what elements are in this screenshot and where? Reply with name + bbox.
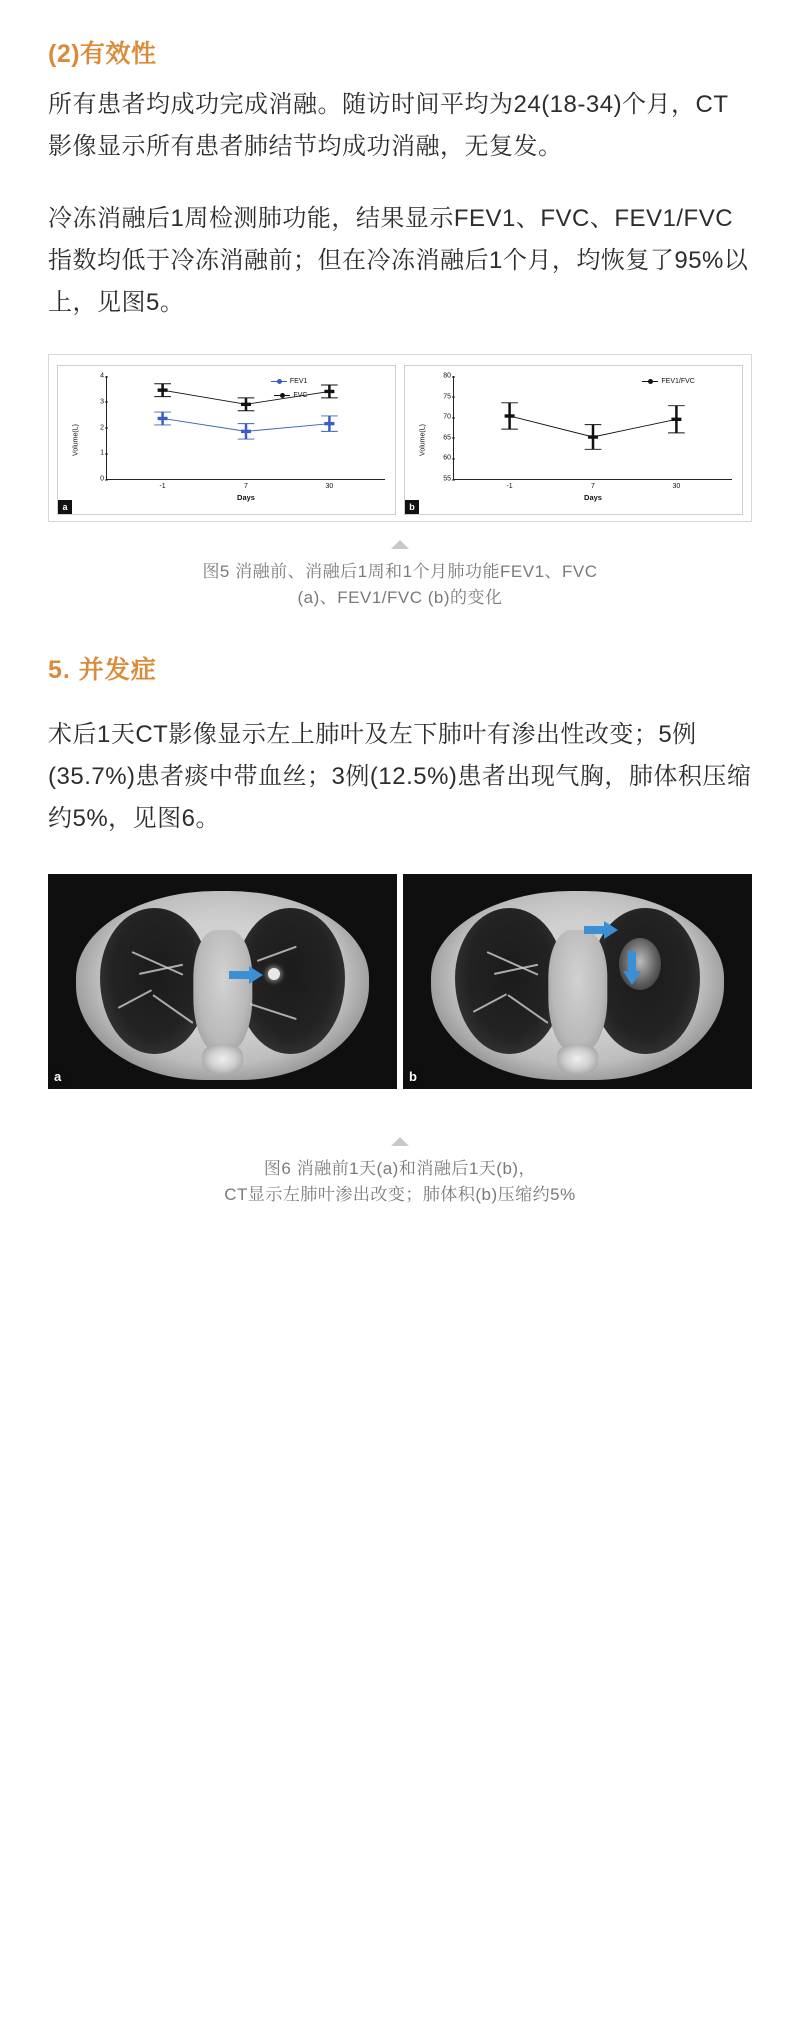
figure6-caption-line2: CT显示左肺叶渗出改变；肺体积(b)压缩约5% <box>224 1185 576 1205</box>
figure5-caption-line1: 图5 消融前、消融后1周和1个月肺功能FEV1、FVC <box>202 562 598 581</box>
ct-b-tag: b <box>409 1068 417 1084</box>
chart-b-ylabel: Volume(L) <box>419 424 427 456</box>
chart-b-ytick-4: 75 <box>443 393 451 401</box>
legend-label-fev1: FEV1 <box>289 378 308 385</box>
ct-b-spine <box>557 1044 599 1074</box>
chart-a-plot-area <box>100 372 385 502</box>
chart-b-xtick-0: -1 <box>506 483 513 490</box>
ct-a-spine <box>202 1044 244 1074</box>
chart-b-ytick-0: 55 <box>443 475 451 483</box>
ct-b-mediastinum <box>548 930 607 1055</box>
paragraph-complications-1: 术后1天CT影像显示左上肺叶及左下肺叶有渗出性改变；5例(35.7%)患者痰中带血丝；3例(12.5%)患者出现气胸，肺体积压缩约5%，见图6。 <box>48 720 752 832</box>
chart-a-xtick-0: -1 <box>159 483 166 490</box>
chart-b-markers-svg <box>454 376 732 479</box>
chart-b-ytick-3: 70 <box>443 413 451 421</box>
legend-label-fev1-fvc: FEV1/FVC <box>661 378 695 385</box>
chart-b-xtick-2: 30 <box>672 483 681 490</box>
caption-arrow-icon <box>391 1137 409 1146</box>
caption-arrow-icon <box>391 540 409 549</box>
chart-b-xtick-1: 7 <box>591 483 595 490</box>
paragraph-effectiveness-2: 冷冻消融后1周检测肺功能，结果显示FEV1、FVC、FEV1/FVC指数均低于冷冻消融前；但在冷冻消融后1个月，均恢复了95%以上，见图5。 <box>48 205 749 316</box>
chart-a-ytick-2: 2 <box>100 424 104 431</box>
legend-label-fvc: FVC <box>293 392 308 399</box>
chart-b-ytick-5: 80 <box>443 372 451 380</box>
chart-panel-b <box>404 365 743 515</box>
chart-a-xlabel: Days <box>237 493 255 502</box>
chart-a-markers-svg <box>107 376 385 479</box>
chart-panel-a <box>57 365 396 515</box>
section-heading-complications: 5. 并发症 <box>48 655 157 684</box>
ct-image-a <box>48 874 397 1089</box>
figure6-caption-line1: 图6 消融前1天(a)和消融后1天(b)， <box>263 1158 537 1178</box>
ct-a-tag: a <box>54 1068 62 1084</box>
chart-a-ytick-1: 1 <box>100 449 104 457</box>
ct-b-pointer-arrow-vertical-icon <box>623 951 641 985</box>
chart-panel-a-tag: a <box>58 500 72 514</box>
chart-b-ytick-2: 65 <box>443 434 451 442</box>
ct-a-mediastinum <box>193 930 252 1055</box>
chart-a-ytick-0: 0 <box>100 475 104 483</box>
chart-a-ylabel: Volume(L) <box>72 424 80 456</box>
figure6-image-container <box>48 874 752 1089</box>
ct-b-pointer-arrow-horizontal-icon <box>584 921 618 939</box>
figure5-chart-container <box>48 354 752 522</box>
chart-b-ytick-1: 60 <box>443 454 451 462</box>
figure5-caption-line2: (a)、FEV1/FVC (b)的变化 <box>297 588 503 608</box>
chart-a-ytick-4: 4 <box>100 372 104 380</box>
chart-panel-b-tag: b <box>405 500 419 514</box>
subsection-heading-effectiveness: (2)有效性 <box>48 40 157 68</box>
chart-a-xtick-2: 30 <box>325 483 334 490</box>
chart-a-ytick-3: 3 <box>100 398 104 406</box>
ct-a-pointer-arrow-icon <box>229 966 263 984</box>
chart-a-xtick-1: 7 <box>244 483 248 490</box>
paragraph-effectiveness-1: 所有患者均成功完成消融。随访时间平均为24(18-34)个月，CT影像显示所有患者肺结节均成功消融，无复发。 <box>48 91 729 160</box>
ct-image-b <box>403 874 752 1089</box>
chart-b-xlabel: Days <box>584 493 602 502</box>
chart-b-plot-area <box>443 372 732 502</box>
